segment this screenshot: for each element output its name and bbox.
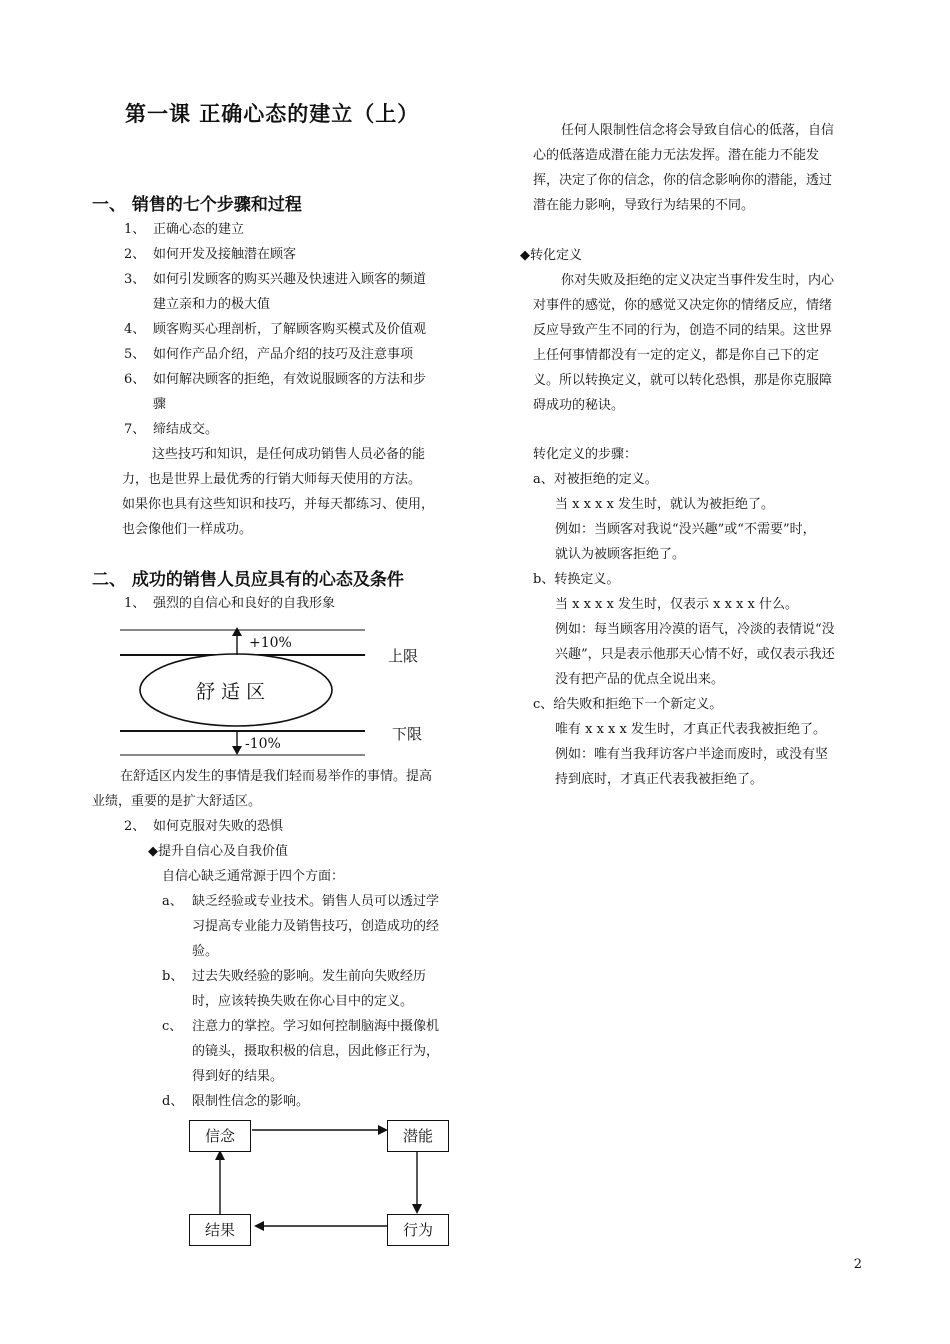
potential-box: 潜能	[387, 1120, 449, 1152]
item-text: 得到好的结果。	[192, 1069, 284, 1084]
paragraph-line: 力，也是世界上最优秀的行销大师每天使用的方法。	[122, 472, 422, 487]
paragraph-line: 任何人限制性信念将会导致自信心的低落，自信	[561, 123, 835, 138]
paragraph-line: 你对失败及拒绝的定义决定当事件发生时，内心	[561, 273, 835, 288]
page-title: 第一课 正确心态的建立（上）	[125, 102, 420, 126]
item-number: 3、	[124, 272, 146, 287]
intro-line: 自信心缺乏通常源于四个方面：	[162, 869, 345, 884]
item-text: 缔结成交。	[153, 422, 219, 437]
item-text: 如何解决顾客的拒绝，有效说服顾客的方法和步	[153, 372, 427, 387]
item-text: 缺乏经验或专业技术。销售人员可以透过学	[192, 894, 440, 909]
paragraph-line: 潜在能力影响，导致行为结果的不同。	[533, 198, 755, 213]
item-text: 建立亲和力的极大值	[153, 297, 271, 312]
step-line: 例如：每当顾客用冷漠的语气，冷淡的表情说“没	[555, 622, 835, 637]
item-number: 6、	[124, 372, 146, 387]
item-text: 强烈的自信心和良好的自我形象	[153, 596, 336, 611]
step-line: 兴趣”，只是表示他那天心情不好，或仅表示我还	[555, 647, 835, 662]
item-text: 如何克服对失败的恐惧	[153, 819, 284, 834]
bullet-heading: ◆提升自信心及自我价值	[148, 844, 288, 859]
item-text: 时，应该转换失败在你心目中的定义。	[192, 994, 414, 1009]
result-box: 结果	[189, 1214, 251, 1246]
step-line: 没有把产品的优点全说出来。	[555, 672, 725, 687]
behavior-box: 行为	[387, 1214, 449, 1246]
step-c	[533, 692, 828, 792]
step-line: 例如：唯有当我拜访客户半途而废时，或没有坚	[555, 747, 829, 762]
item-number: 1、	[124, 222, 146, 237]
down-arrow-head	[232, 746, 242, 755]
item-number: c、	[162, 1019, 183, 1034]
item-text: 如何开发及接触潜在顾客	[153, 247, 297, 262]
item-number: 4、	[124, 322, 146, 337]
arrowhead	[412, 1204, 422, 1214]
transform-bullet: ◆转化定义	[520, 248, 582, 263]
item-number: 5、	[124, 347, 146, 362]
after-diagram-paragraph	[92, 764, 432, 814]
paragraph-line: 如果你也具有这些知识和技巧，并每天都练习、使用，	[122, 497, 435, 512]
item-text: 顾客购买心理剖析，了解顾客购买模式及价值观	[153, 322, 427, 337]
item-text: 习提高专业能力及销售技巧，创造成功的经	[192, 919, 440, 934]
up-arrow-head	[232, 627, 242, 636]
comfort-zone-label: 舒 适 区	[196, 681, 266, 703]
paragraph-line: 这些技巧和知识，是任何成功销售人员必备的能	[152, 447, 426, 462]
item-number: b、	[162, 969, 184, 984]
item-number: a、	[162, 894, 183, 909]
paragraph-line: 义。所以转换定义，就可以转化恐惧，那是你克服障	[533, 373, 833, 388]
item-text: 注意力的掌控。学习如何控制脑海中摄像机	[192, 1019, 440, 1034]
item-number: 2、	[124, 819, 146, 834]
paragraph-line: 挥，决定了你的信念，你的信念影响你的潜能，透过	[533, 173, 833, 188]
section2-item2	[124, 814, 284, 839]
step-line: 唯有 x x x x 发生时，才真正代表我被拒绝了。	[555, 722, 826, 737]
step-line: 持到底时，才真正代表我被拒绝了。	[555, 772, 764, 787]
section2-heading: 二、 成功的销售人员应具有的心态及条件	[92, 570, 404, 590]
item-text: 限制性信念的影响。	[192, 1094, 310, 1109]
lower-limit-label: 下限	[392, 725, 423, 743]
paragraph-line: 反应导致产生不同的行为，创造不同的结果。这世界	[533, 323, 833, 338]
item-text: 的镜头，摄取积极的信息，因此修正行为，	[192, 1044, 440, 1059]
section1-heading: 一、 销售的七个步骤和过程	[92, 195, 302, 215]
paragraph-line: 业绩，重要的是扩大舒适区。	[92, 794, 262, 809]
item-text: 验。	[192, 944, 219, 959]
paragraph-line: 上任何事情都没有一定的定义，都是你自己下的定	[533, 348, 820, 363]
paragraph-line: 心的低落造成潜在能力无法发挥。潜在能力不能发	[533, 148, 820, 163]
step-line: 例如：当顾客对我说“没兴趣”或“不需要”时，	[555, 522, 816, 537]
lower-percent: -10%	[245, 736, 281, 752]
step-heading: a、对被拒绝的定义。	[533, 472, 658, 487]
item-number: d、	[162, 1094, 184, 1109]
item-text: 如何作产品介绍，产品介绍的技巧及注意事项	[153, 347, 414, 362]
item-number: 7、	[124, 422, 146, 437]
right-paragraph-2	[533, 268, 834, 418]
paragraph-line: 在舒适区内发生的事情是我们轻而易举作的事情。提高	[120, 769, 433, 784]
item-text: 过去失败经验的影响。发生前向失败经历	[192, 969, 427, 984]
section2-item1	[124, 591, 336, 616]
arrowhead	[254, 1221, 264, 1231]
section1-paragraph	[124, 442, 434, 542]
right-paragraph-1	[533, 118, 834, 218]
upper-limit-label: 上限	[388, 647, 419, 665]
paragraph-line: 也会像他们一样成功。	[122, 522, 253, 537]
upper-percent: +10%	[249, 635, 292, 651]
item-number: 2、	[124, 247, 146, 262]
step-line: 就认为被顾客拒绝了。	[555, 547, 686, 562]
steps-title: 转化定义的步骤：	[533, 447, 638, 462]
paragraph-line: 碍成功的秘诀。	[533, 398, 625, 413]
belief-box: 信念	[189, 1120, 251, 1152]
step-line: 当 x x x x 发生时，就认为被拒绝了。	[555, 497, 774, 512]
item-text: 正确心态的建立	[153, 222, 245, 237]
step-line: 当 x x x x 发生时，仅表示 x x x x 什么。	[555, 597, 798, 612]
item-number: 1、	[124, 596, 146, 611]
step-heading: c、给失败和拒绝下一个新定义。	[533, 697, 723, 712]
step-b	[533, 567, 835, 692]
item-text: 如何引发顾客的购买兴趣及快速进入顾客的频道	[153, 272, 427, 287]
paragraph-line: 对事件的感觉，你的感觉又决定你的情绪反应，情绪	[533, 298, 833, 313]
step-a	[533, 467, 816, 567]
page-number: 2	[853, 1257, 862, 1272]
item-text: 骤	[153, 397, 167, 412]
step-heading: b、转换定义。	[533, 572, 620, 587]
